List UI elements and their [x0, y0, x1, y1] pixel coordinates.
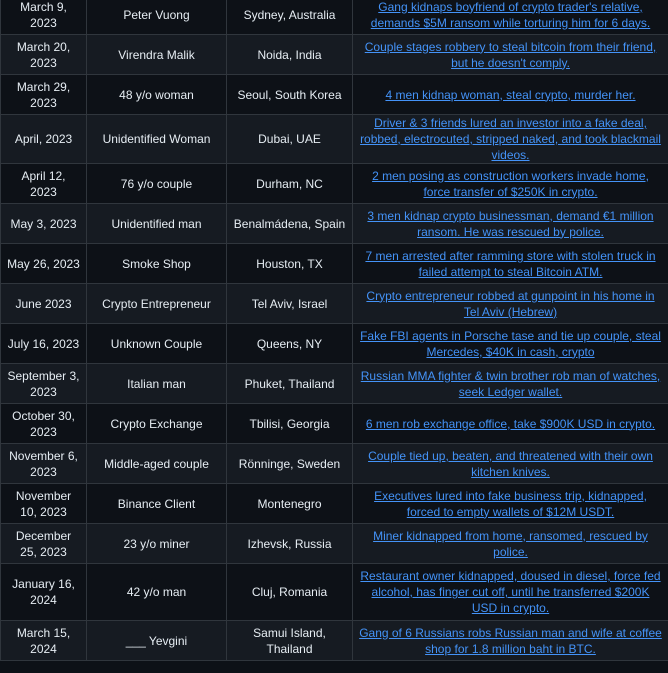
table-row [1, 444, 668, 484]
summary-cell [353, 164, 668, 204]
summary-cell [353, 364, 668, 404]
victim-cell: 23 y/o miner [87, 524, 227, 564]
date-cell: March 29, 2023 [1, 75, 87, 115]
victim-cell: 76 y/o couple [87, 164, 227, 204]
table-row [1, 564, 668, 621]
victim-cell: 48 y/o woman [87, 75, 227, 115]
victim-cell: 42 y/o man [87, 564, 227, 621]
summary-cell [353, 115, 668, 164]
location-cell: Seoul, South Korea [227, 75, 353, 115]
victim-cell: Peter Vuong [87, 0, 227, 35]
incidents-table-body [1, 0, 668, 661]
location-cell: Tbilisi, Georgia [227, 404, 353, 444]
date-cell: October 30, 2023 [1, 404, 87, 444]
summary-link[interactable]: 2 men posing as construction workers invade home, force transfer of $250K in crypto. [372, 168, 649, 199]
location-cell: Samui Island, Thailand [227, 621, 353, 661]
summary-cell [353, 524, 668, 564]
location-cell: Tel Aviv, Israel [227, 284, 353, 324]
date-cell: April, 2023 [1, 115, 87, 164]
summary-link[interactable]: Gang kidnaps boyfriend of crypto trader's relative, demands $5M ransom while torturing him for 6 days. [370, 0, 651, 30]
summary-link[interactable]: Crypto entrepreneur robbed at gunpoint in his home in Tel Aviv (Hebrew) [366, 288, 655, 319]
summary-cell [353, 404, 668, 444]
summary-link[interactable]: 3 men kidnap crypto businessman, demand €1 million ransom. He was rescued by police. [367, 208, 654, 239]
victim-cell: Crypto Entrepreneur [87, 284, 227, 324]
summary-link[interactable]: Couple tied up, beaten, and threatened with their own kitchen knives. [368, 448, 653, 479]
date-cell: May 3, 2023 [1, 204, 87, 244]
victim-cell: Unidentified man [87, 204, 227, 244]
victim-cell: Crypto Exchange [87, 404, 227, 444]
victim-cell: Middle-aged couple [87, 444, 227, 484]
summary-link[interactable]: Russian MMA fighter & twin brother rob man of watches, seek Ledger wallet. [360, 368, 661, 399]
summary-link[interactable]: Restaurant owner kidnapped, doused in diesel, force fed alcohol, has finger cut off, until he transferred $200K USD in crypto. [360, 569, 661, 615]
date-cell: September 3, 2023 [1, 364, 87, 404]
victim-cell: Italian man [87, 364, 227, 404]
summary-cell [353, 284, 668, 324]
location-cell: Phuket, Thailand [227, 364, 353, 404]
summary-link[interactable]: Gang of 6 Russians robs Russian man and wife at coffee shop for 1.8 million baht in BTC. [359, 625, 662, 656]
victim-cell: ___ Yevgini [87, 621, 227, 661]
location-cell: Sydney, Australia [227, 0, 353, 35]
table-row [1, 404, 668, 444]
summary-link[interactable]: Couple stages robbery to steal bitcoin from their friend, but he doesn't comply. [364, 39, 657, 70]
summary-link[interactable]: 7 men arrested after ramming store with stolen truck in failed attempt to steal Bitcoin ATM. [365, 248, 656, 279]
summary-cell [353, 75, 668, 115]
table-row [1, 35, 668, 75]
date-cell: May 26, 2023 [1, 244, 87, 284]
summary-link[interactable]: Miner kidnapped from home, ransomed, rescued by police. [373, 528, 648, 559]
location-cell: Durham, NC [227, 164, 353, 204]
summary-link[interactable]: Fake FBI agents in Porsche tase and tie up couple, steal Mercedes, $40K in cash, crypto [360, 328, 661, 359]
summary-cell [353, 564, 668, 621]
victim-cell: Virendra Malik [87, 35, 227, 75]
summary-cell [353, 204, 668, 244]
summary-link[interactable]: 4 men kidnap woman, steal crypto, murder her. [385, 87, 636, 102]
date-cell: November 6, 2023 [1, 444, 87, 484]
table-row [1, 364, 668, 404]
location-cell: Rönninge, Sweden [227, 444, 353, 484]
date-cell: March 15, 2024 [1, 621, 87, 661]
victim-cell: Unidentified Woman [87, 115, 227, 164]
location-cell: Benalmádena, Spain [227, 204, 353, 244]
date-cell: March 20, 2023 [1, 35, 87, 75]
table-row [1, 164, 668, 204]
summary-cell [353, 484, 668, 524]
victim-cell: Smoke Shop [87, 244, 227, 284]
summary-cell [353, 244, 668, 284]
victim-cell: Binance Client [87, 484, 227, 524]
location-cell: Cluj, Romania [227, 564, 353, 621]
date-cell: November 10, 2023 [1, 484, 87, 524]
table-row [1, 524, 668, 564]
table-row [1, 621, 668, 661]
date-cell: March 9, 2023 [1, 0, 87, 35]
date-cell: June 2023 [1, 284, 87, 324]
date-cell: January 16, 2024 [1, 564, 87, 621]
summary-link[interactable]: Executives lured into fake business trip, kidnapped, forced to empty wallets of $12M USDT. [374, 488, 647, 519]
location-cell: Noida, India [227, 35, 353, 75]
table-row [1, 284, 668, 324]
summary-cell [353, 35, 668, 75]
date-cell: July 16, 2023 [1, 324, 87, 364]
summary-link[interactable]: 6 men rob exchange office, take $900K USD in crypto. [365, 416, 656, 431]
location-cell: Montenegro [227, 484, 353, 524]
table-row [1, 75, 668, 115]
victim-cell: Unknown Couple [87, 324, 227, 364]
summary-link[interactable]: Driver & 3 friends lured an investor into a fake deal, robbed, electrocuted, stripped naked, and took blackmail videos. [360, 116, 661, 162]
summary-cell [353, 621, 668, 661]
summary-cell [353, 324, 668, 364]
table-row [1, 324, 668, 364]
date-cell: April 12, 2023 [1, 164, 87, 204]
summary-cell [353, 444, 668, 484]
table-row [1, 0, 668, 35]
location-cell: Houston, TX [227, 244, 353, 284]
location-cell: Dubai, UAE [227, 115, 353, 164]
table-row [1, 244, 668, 284]
table-row [1, 484, 668, 524]
date-cell: December 25, 2023 [1, 524, 87, 564]
location-cell: Queens, NY [227, 324, 353, 364]
table-row [1, 204, 668, 244]
summary-cell [353, 0, 668, 35]
location-cell: Izhevsk, Russia [227, 524, 353, 564]
table-row [1, 115, 668, 164]
